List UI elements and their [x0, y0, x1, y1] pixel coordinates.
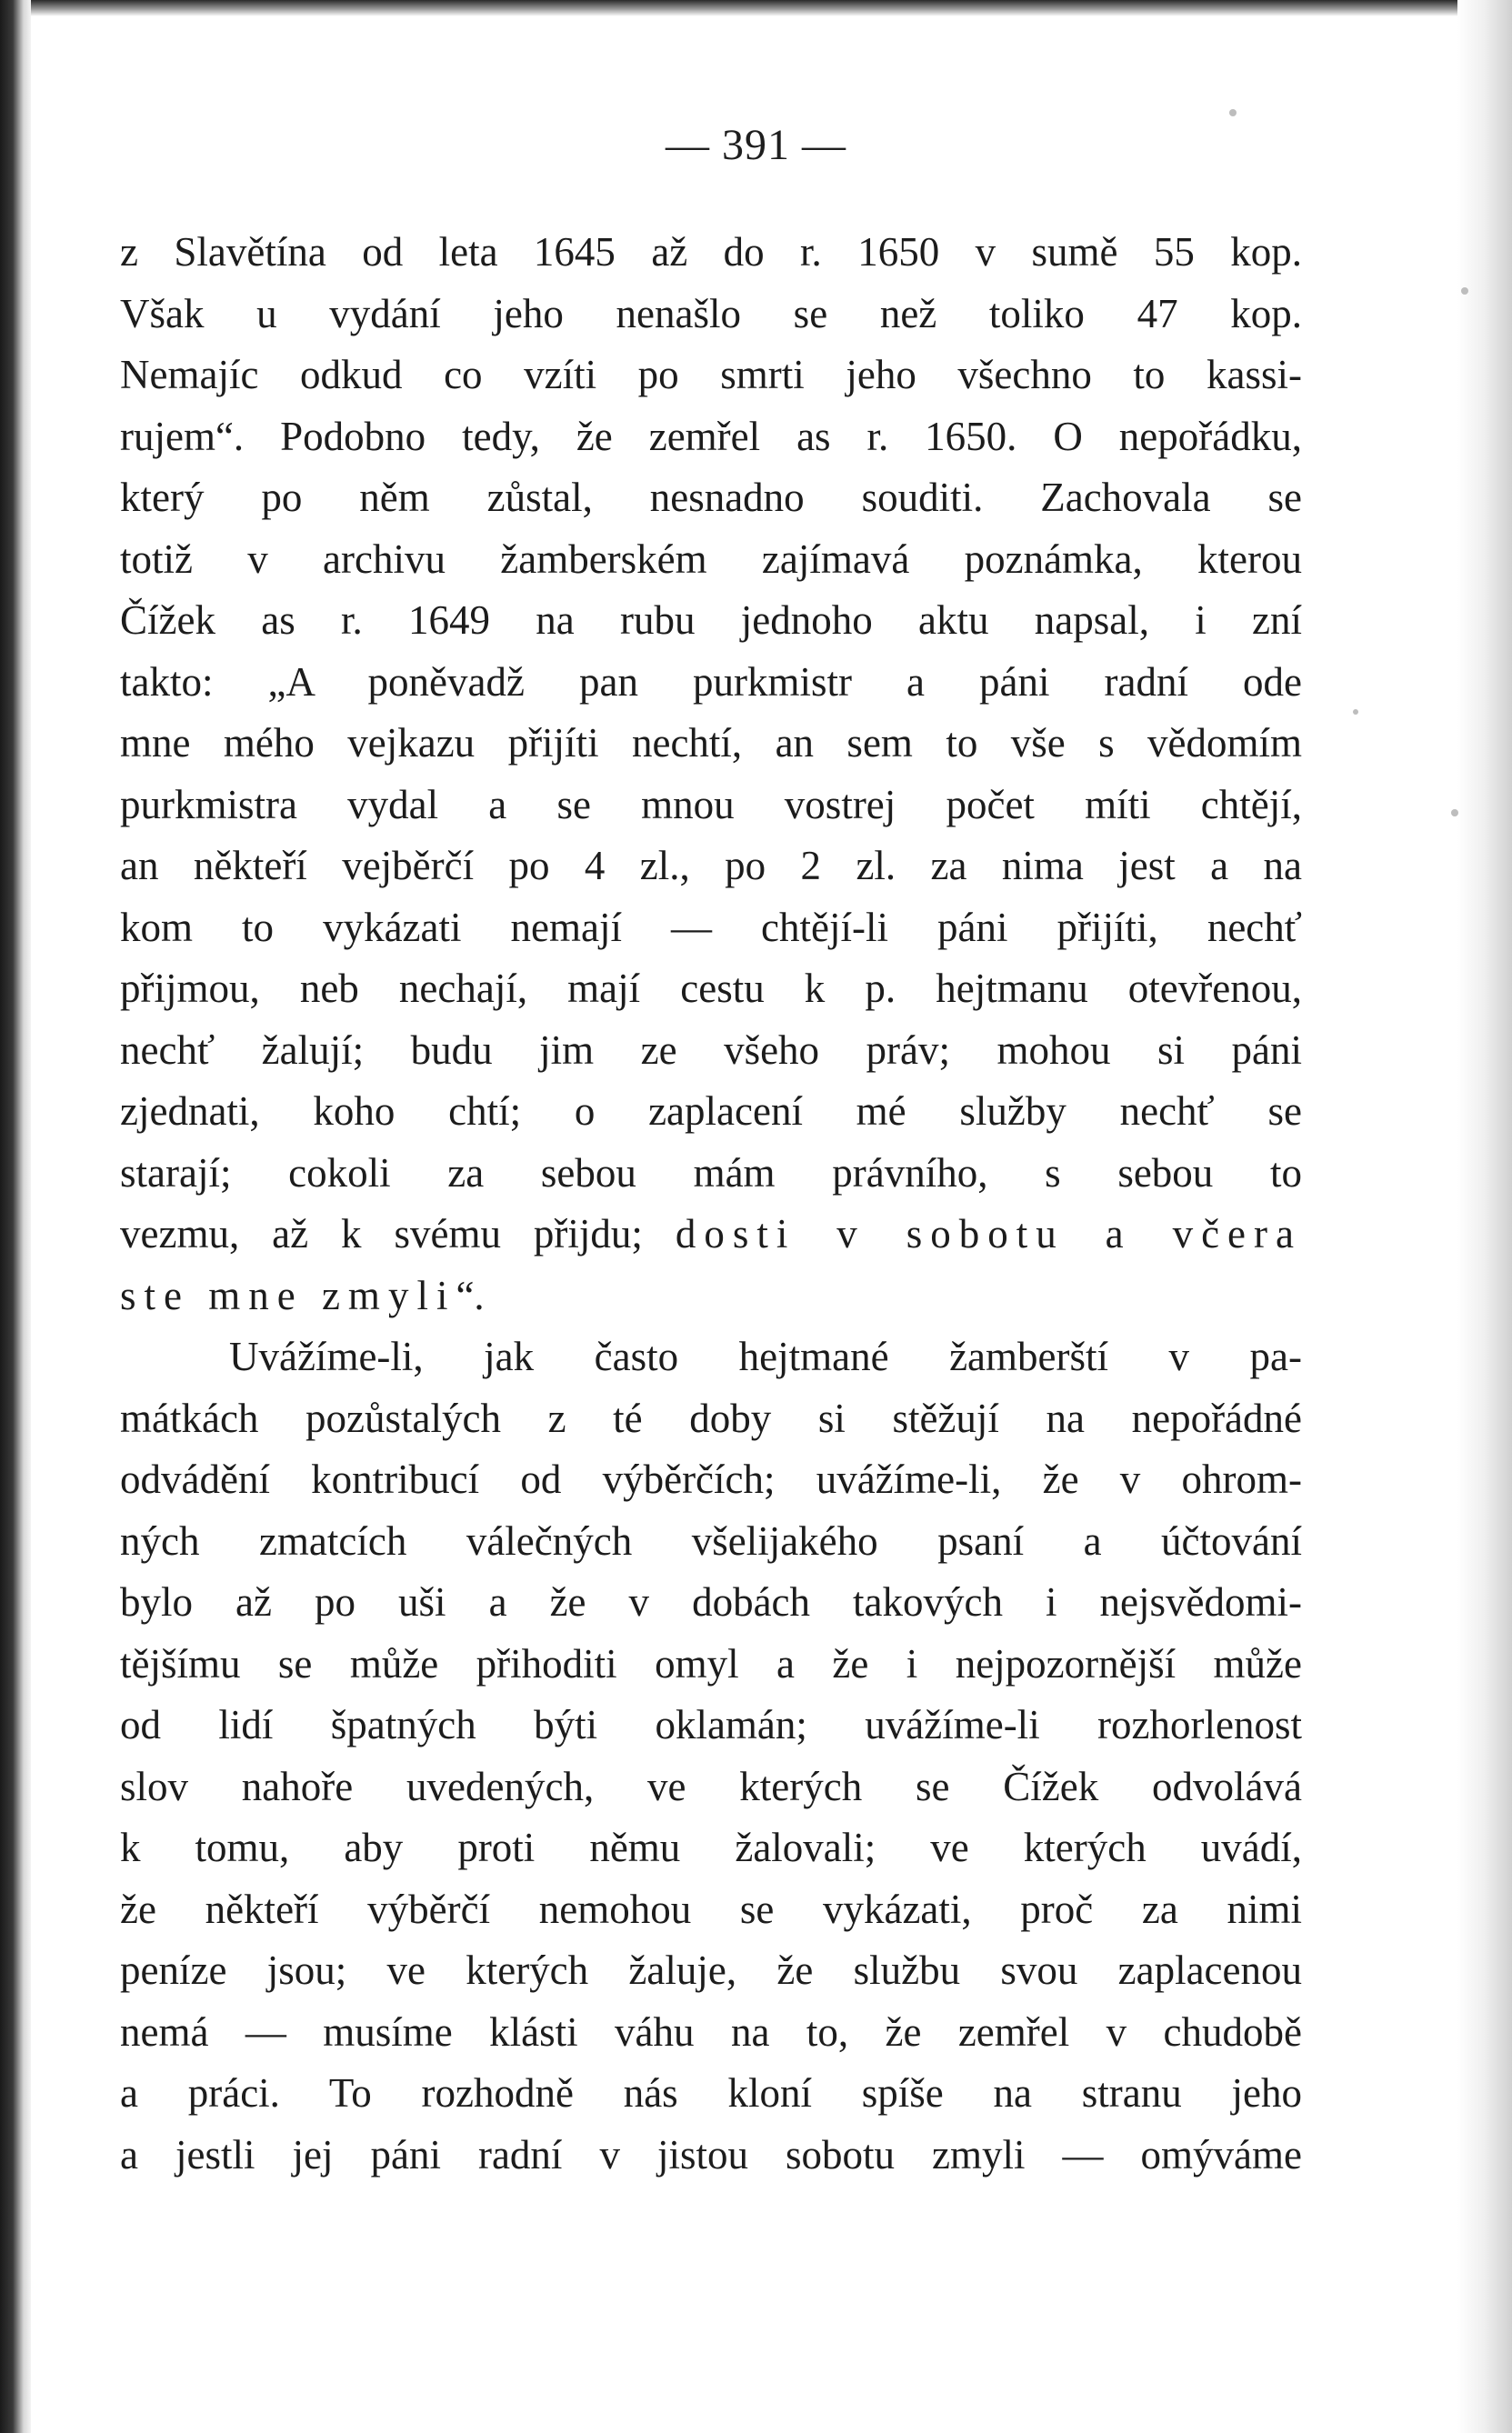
text-line: a jestli jej páni radní v jistou sobotu zmyli — omýváme [120, 2131, 1302, 2178]
text-line: an někteří vejběrčí po 4 zl., po 2 zl. za nima jest a na [120, 843, 1302, 888]
text-line: kom to vykázati nemají — chtějí-li páni přijíti, nechť [120, 904, 1302, 950]
text-line: že někteří výběrčí nemohou se vykázati, proč za nimi [120, 1886, 1302, 1932]
text-line: bylo až po uši a že v dobách takových i nejsvědomi- [120, 1579, 1302, 1625]
text-line: purkmistra vydal a se mnou vostrej počet míti chtějí, [120, 781, 1302, 827]
text-fragment: “. [456, 1272, 485, 1318]
scan-left-edge [0, 0, 31, 2433]
text-line: k tomu, aby proti němu žalovali; ve kterých uvádí, [120, 1825, 1302, 1870]
text-fragment: vezmu, až k svému přijdu; [120, 1211, 676, 1257]
spaced-emphasis: dosti v sobotu a včera [675, 1211, 1302, 1257]
text-line: Nemajíc odkud co vzíti po smrti jeho všechno to kassi- [120, 352, 1302, 397]
text-line: přijmou, neb nechají, mají cestu k p. hejtmanu otevřenou, [120, 966, 1302, 1011]
text-line: a práci. To rozhodně nás kloní spíše na stranu jeho [120, 2070, 1302, 2116]
text-line: z Slavětína od leta 1645 až do r. 1650 v sumě 55 kop. [120, 229, 1302, 275]
text-line: mne mého vejkazu přijíti nechtí, an sem to vše s vědomím [120, 720, 1302, 766]
scan-speck [1451, 809, 1458, 816]
text-line: nechť žalují; budu jim ze všeho práv; mohou si páni [120, 1026, 1302, 1073]
text-line: peníze jsou; ve kterých žaluje, že službu svou zaplacenou [120, 1947, 1302, 1993]
page-number: — 391 — [666, 121, 846, 169]
text-line: rujem“. Podobno tedy, že zemřel as r. 1650. O nepořádku, [120, 413, 1302, 459]
scan-top-edge [0, 0, 1512, 16]
text-line-emphasis-end [120, 1266, 1302, 1327]
text-line: starají; cokoli za sebou mám právního, s sebou to [120, 1149, 1302, 1196]
text-line-emphasis [120, 1204, 1302, 1266]
text-line: Čížek as r. 1649 na rubu jednoho aktu napsal, i zní [120, 597, 1302, 643]
text-line: ných zmatcích válečných všelijakého psaní a účtování [120, 1517, 1302, 1564]
text-line: tějšímu se může přihoditi omyl a že i nejpozornější může [120, 1640, 1302, 1687]
paragraph-first-line: Uvážíme-li, jak často hejtmané žamberští v pa- [229, 1334, 1302, 1379]
scan-speck [1461, 287, 1468, 295]
text-line: zjednati, koho chtí; o zaplacení mé služby nechť se [120, 1088, 1302, 1134]
text-line: nemá — musíme klásti váhu na to, že zemřel v chudobě [120, 2008, 1302, 2055]
spaced-emphasis: ste mne zmyli [120, 1272, 456, 1318]
text-line: Však u vydání jeho nenašlo se než toliko 47 kop. [120, 290, 1302, 336]
text-line: takto: „A poněvadž pan purkmistr a páni radní ode [120, 658, 1302, 705]
scan-speck [1353, 709, 1358, 715]
text-line: od lidí špatných býti oklamán; uvážíme-li rozhorlenost [120, 1702, 1302, 1747]
body-text [120, 222, 1302, 2186]
scan-speck [1229, 109, 1237, 116]
text-line: slov nahoře uvedených, ve kterých se Čížek odvolává [120, 1763, 1302, 1809]
text-line: totiž v archivu žamberském zajímavá poznámka, kterou [120, 536, 1302, 582]
scan-right-edge [1457, 0, 1512, 2433]
text-line: odvádění kontribucí od výběrčích; uvážíme-li, že v ohrom- [120, 1457, 1302, 1502]
text-line: který po něm zůstal, nesnadno souditi. Zachovala se [120, 475, 1302, 520]
text-line: mátkách pozůstalých z té doby si stěžují na nepořádné [120, 1395, 1302, 1441]
